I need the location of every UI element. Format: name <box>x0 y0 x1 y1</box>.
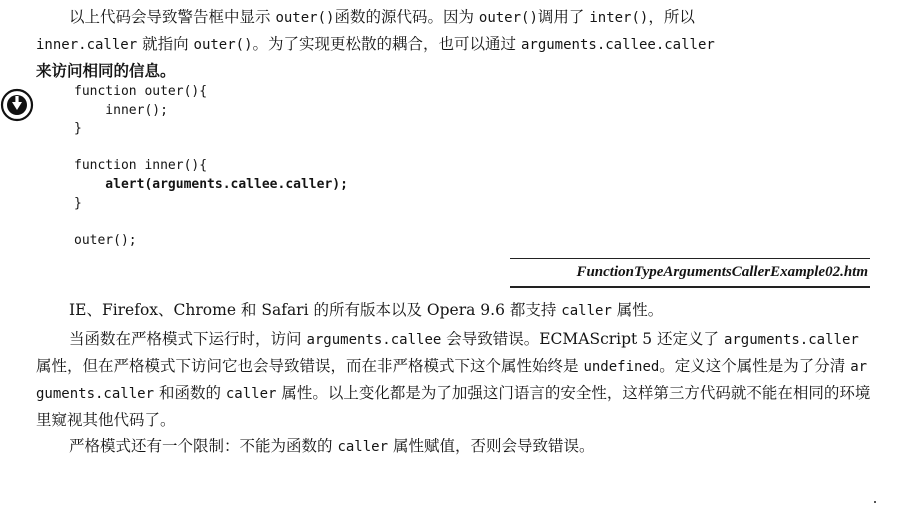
inline-code: arguments.callee <box>306 332 442 348</box>
intro-paragraph: 以上代码会导致警告框中显示 outer()函数的源代码。因为 outer()调用了 inter()，所以 inner.caller 就指向 outer()。为了实现更松散的耦合，也可以通过 arguments.callee.caller 来访问相同的信息。 <box>36 8 715 80</box>
scan-speck <box>874 501 876 503</box>
inline-code: outer() <box>193 37 253 53</box>
inline-code: inner.caller <box>36 37 138 53</box>
inline-code: outer() <box>275 10 335 26</box>
code-line: function inner(){ <box>74 158 208 174</box>
code-line: function outer(){ <box>74 84 208 99</box>
code-line-highlighted: alert(arguments.callee.caller); <box>74 176 348 192</box>
code-line: } <box>74 121 82 137</box>
code-line: outer(); <box>74 232 137 248</box>
inline-code: caller <box>225 386 277 402</box>
code-block <box>74 83 554 250</box>
restriction-paragraph: 严格模式还有一个限制：不能为函数的 caller 属性赋值，否则会导致错误。 <box>69 437 595 455</box>
code-line: inner(); <box>74 102 168 118</box>
support-paragraph: IE、Firefox、Chrome 和 Safari 的所有版本以及 Opera 9.6 都支持 caller 属性。 <box>69 301 664 319</box>
inline-code: undefined <box>583 359 660 375</box>
inline-code: caller <box>337 439 389 455</box>
example-filename: FunctionTypeArgumentsCallerExample02.htm <box>576 264 868 280</box>
inline-code: arguments.callee.caller <box>520 37 715 53</box>
filename-top-rule <box>510 258 870 259</box>
download-disc-icon <box>0 88 34 122</box>
strict-mode-paragraph: 当函数在严格模式下运行时，访问 arguments.callee 会导致错误。ECMAScript 5 还定义了 arguments.caller 属性，但在严格模式下访问它也会导致错误，而在非严格模式下这个属性始终是 undefined。定义这个属性是为了分清 arguments.caller 和函数的 caller 属性。以上变化都是为了加强这门语言的安全性，这样第三方代码就不能在相同的环境里窥视其他代码了。 <box>36 330 871 429</box>
inline-code: caller <box>561 303 612 319</box>
inline-code: arguments.caller <box>723 332 859 348</box>
filename-bottom-rule <box>510 286 870 288</box>
inline-code: arguments.caller <box>36 359 868 402</box>
code-line: } <box>74 195 82 211</box>
inline-code: inter() <box>589 10 649 26</box>
inline-code: outer() <box>478 10 538 26</box>
